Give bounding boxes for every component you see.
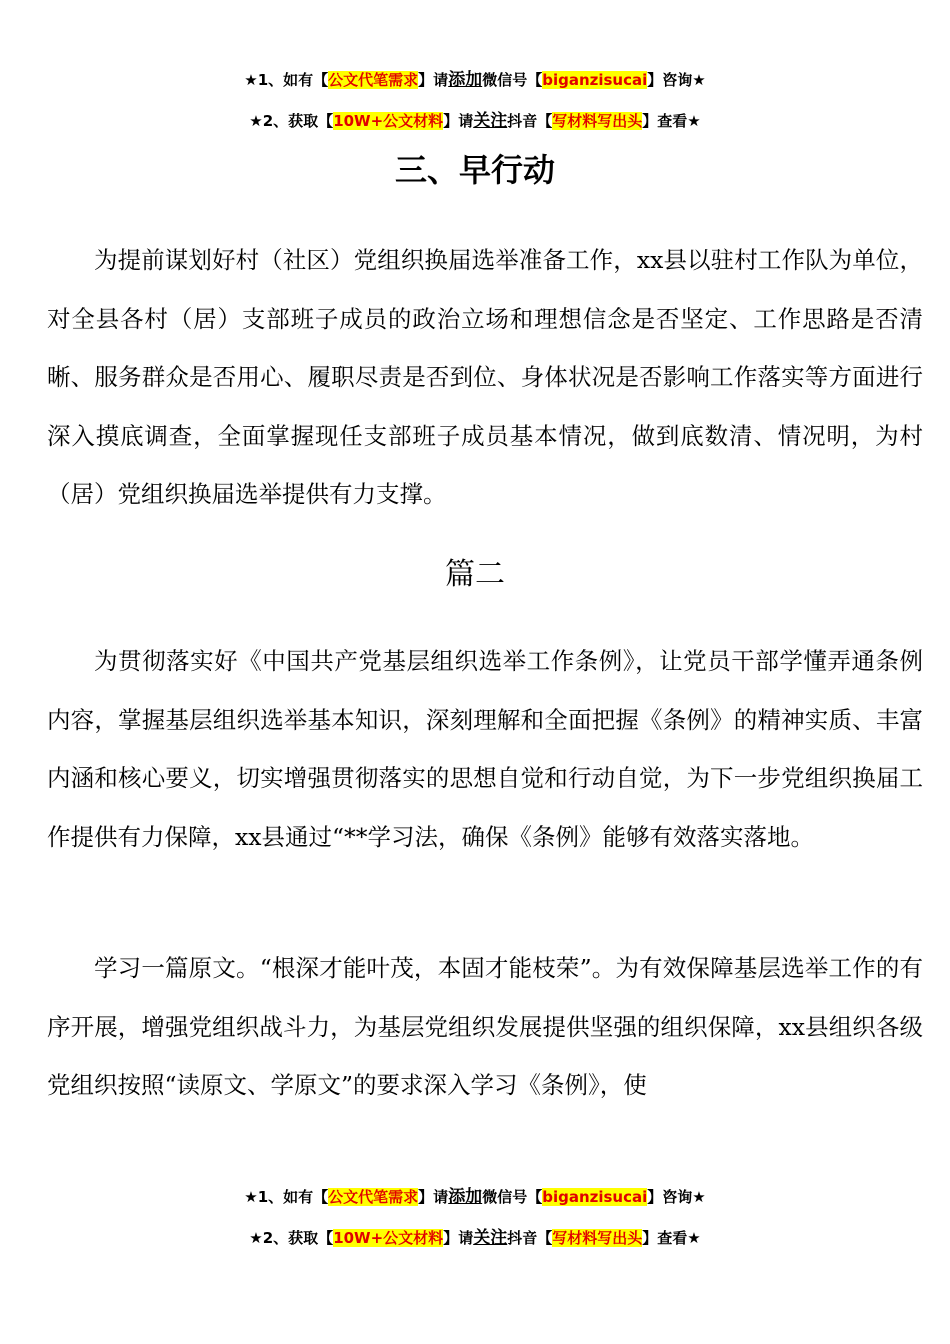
promo-suffix: 】咨询★ bbox=[647, 1188, 706, 1206]
promo-top-line-2 bbox=[0, 110, 950, 132]
promo-top-line-1 bbox=[0, 69, 950, 91]
promo-text: 】请 bbox=[443, 1229, 474, 1247]
promo-suffix: 】咨询★ bbox=[647, 71, 706, 89]
promo-prefix: ★2、获取【 bbox=[249, 1229, 334, 1247]
promo-suffix: 】查看★ bbox=[642, 1229, 701, 1247]
paragraph-1: 为提前谋划好村（社区）党组织换届选举准备工作，xx县以驻村工作队为单位，对全县各村（居）支部班子成员的政治立场和理想信念是否坚定、工作思路是否清晰、服务群众是否用心、履职尽责是否到位、身体状况是否影响工作落实等方面进行深入摸底调查，全面掌握现任支部班子成员基本情况，做到底数清、情况明，为村（居）党组织换届选举提供有力支撑。 bbox=[47, 246, 923, 508]
promo-suffix: 】查看★ bbox=[642, 112, 701, 130]
promo-prefix: ★1、如有【 bbox=[244, 1188, 329, 1206]
section-title: 篇二 bbox=[445, 557, 505, 592]
promo-emphasis: 添加 bbox=[448, 1187, 483, 1207]
promo-text: 抖音【 bbox=[507, 112, 553, 130]
promo-douyin-account: 写材料写出头 bbox=[552, 1229, 643, 1247]
promo-douyin-account: 写材料写出头 bbox=[552, 112, 643, 130]
promo-highlight: 公文代笔需求 bbox=[328, 1188, 419, 1206]
promo-text: 微信号【 bbox=[482, 1188, 543, 1206]
paragraph-2: 为贯彻落实好《中国共产党基层组织选举工作条例》，让党员干部学懂弄通条例内容，掌握基层组织选举基本知识，深刻理解和全面把握《条例》的精神实质、丰富内涵和核心要义，切实增强贯彻落实的思想自觉和行动自觉，为下一步党组织换届工作提供有力保障，xx县通过“**学习法，确保《条例》能够有效落实落地。 bbox=[47, 647, 923, 851]
section-heading: 三、早行动 bbox=[394, 151, 555, 189]
promo-emphasis: 关注 bbox=[473, 111, 508, 131]
paragraph-3: 学习一篇原文。“根深才能叶茂，本固才能枝荣”。为有效保障基层选举工作的有序开展，增强党组织战斗力，为基层党组织发展提供坚强的组织保障，xx县组织各级党组织按照“读原文、学原文”的要求深入学习《条例》，使 bbox=[47, 954, 923, 1099]
promo-emphasis: 添加 bbox=[448, 70, 483, 90]
promo-text: 抖音【 bbox=[507, 1229, 553, 1247]
promo-text: 】请 bbox=[443, 112, 474, 130]
promo-text: 】请 bbox=[418, 1188, 449, 1206]
promo-highlight: 公文代笔需求 bbox=[328, 71, 419, 89]
promo-bottom-line-2 bbox=[0, 1227, 950, 1249]
promo-bottom-line-1 bbox=[0, 1186, 950, 1208]
promo-emphasis: 关注 bbox=[473, 1228, 508, 1248]
promo-prefix: ★1、如有【 bbox=[244, 71, 329, 89]
promo-highlight: 10W+公文材料 bbox=[333, 112, 444, 130]
promo-highlight: 10W+公文材料 bbox=[333, 1229, 444, 1247]
promo-wechat-id: biganzisucai bbox=[542, 71, 648, 89]
promo-wechat-id: biganzisucai bbox=[542, 1188, 648, 1206]
promo-text: 】请 bbox=[418, 71, 449, 89]
promo-prefix: ★2、获取【 bbox=[249, 112, 334, 130]
promo-text: 微信号【 bbox=[482, 71, 543, 89]
